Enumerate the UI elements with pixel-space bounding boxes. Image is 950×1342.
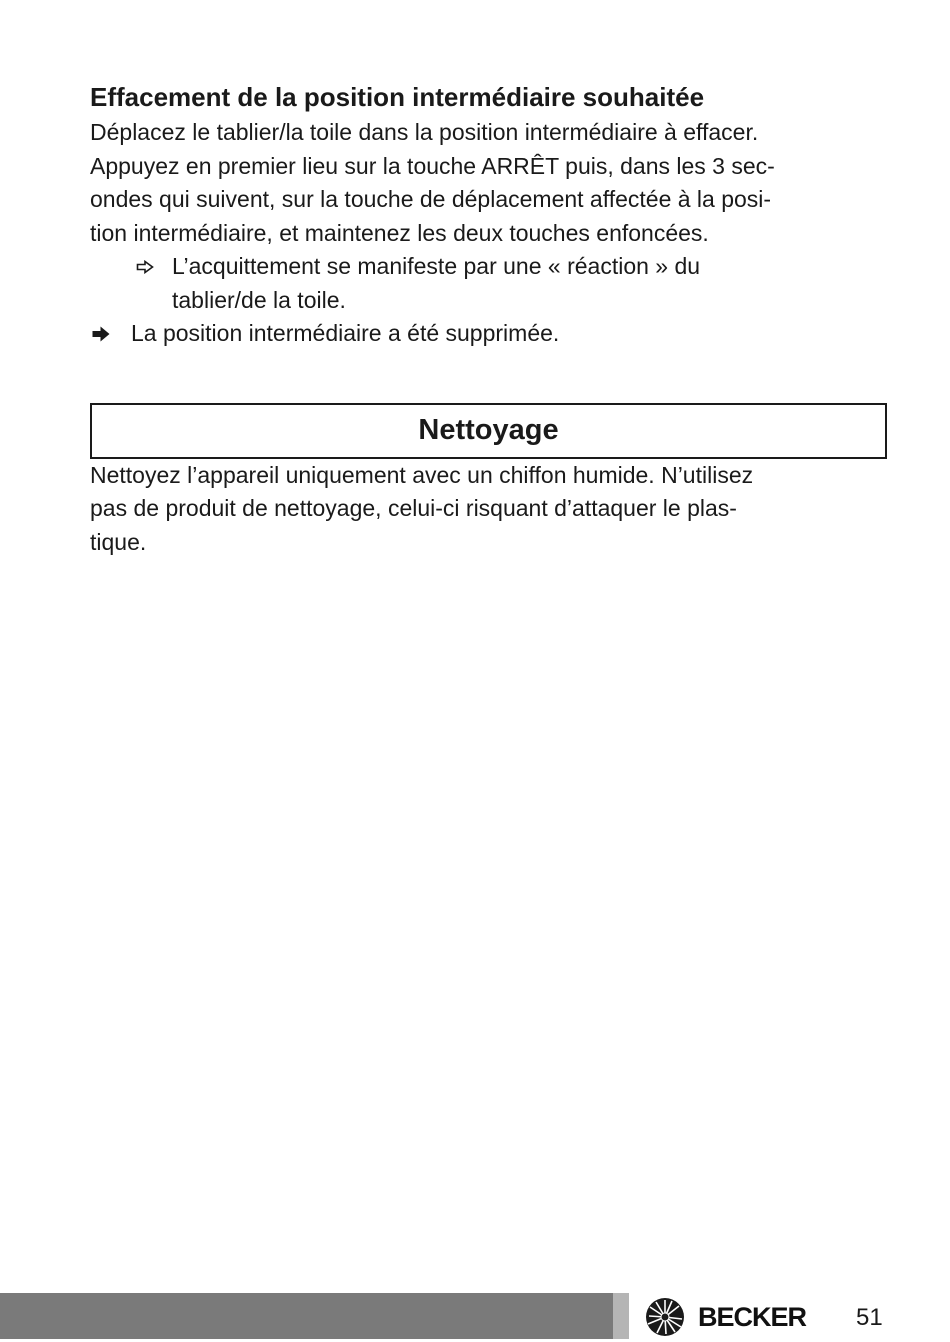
brand-name: BECKER [698, 1302, 807, 1332]
solid-arrow-icon [90, 317, 112, 351]
instruction-line: tion intermédiaire, et maintenez les deux touches enfoncées. [90, 219, 709, 246]
intermediate-result-line: tablier/de la toile. [172, 286, 346, 313]
instruction-paragraph [90, 116, 890, 250]
section-title-cleaning: Nettoyage [90, 403, 887, 459]
footer-bar-end [613, 1293, 629, 1339]
page-content [90, 78, 890, 559]
section-title-delete-intermediate: Effacement de la position intermédiaire souhaitée [90, 82, 705, 112]
instruction-line: Appuyez en premier lieu sur la touche ARRÊT puis, dans les 3 sec- [90, 152, 775, 179]
cleaning-line: pas de produit de nettoyage, celui-ci risquant d’attaquer le plas- [90, 495, 737, 521]
final-result-text: La position intermédiaire a été supprimée. [131, 320, 560, 346]
page-number: 51 [856, 1304, 883, 1331]
instruction-line: Déplacez le tablier/la toile dans la position intermédiaire à effacer. [90, 119, 759, 145]
intermediate-result [90, 250, 890, 317]
becker-logo-icon [645, 1297, 685, 1337]
hollow-arrow-icon [132, 250, 158, 284]
cleaning-line: Nettoyez l’appareil uniquement avec un chiffon humide. N’utilisez [90, 461, 754, 488]
final-result [90, 317, 890, 351]
footer-bar [0, 1293, 613, 1339]
intermediate-result-line: L’acquittement se manifeste par une « réaction » du [172, 253, 701, 279]
cleaning-line: tique. [90, 528, 147, 555]
instruction-line: ondes qui suivent, sur la touche de déplacement affectée à la posi- [90, 186, 772, 212]
cleaning-paragraph [90, 459, 890, 560]
